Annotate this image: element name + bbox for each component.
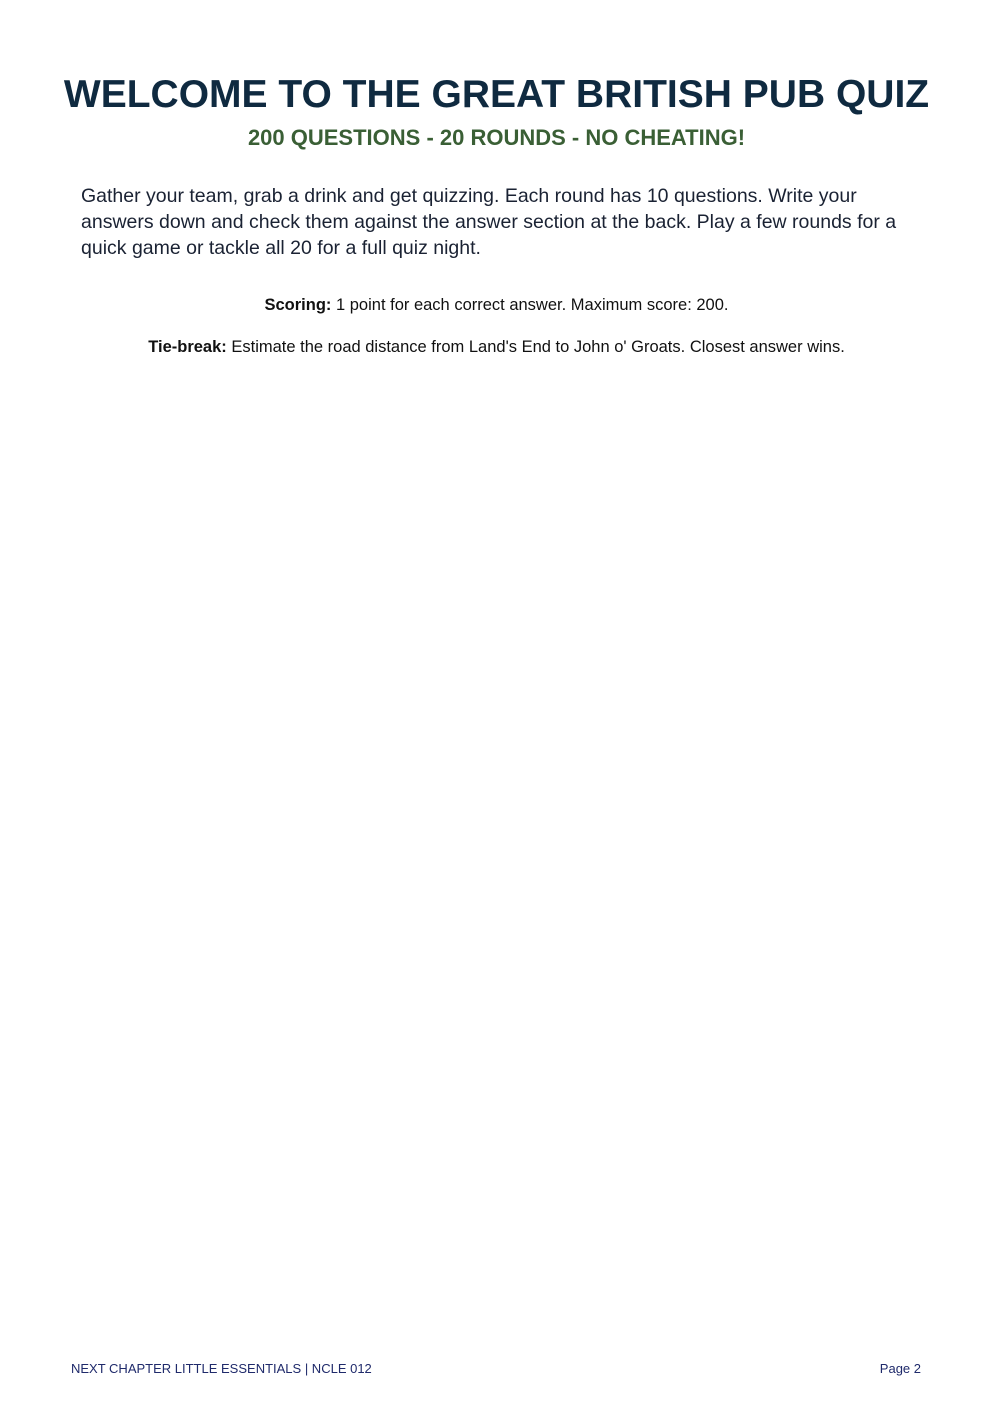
scoring-text: 1 point for each correct answer. Maximum score: 200. bbox=[331, 296, 729, 314]
tiebreak-label: Tie-break: bbox=[148, 338, 227, 356]
footer-publication: NEXT CHAPTER LITTLE ESSENTIALS | NCLE 012 bbox=[71, 1361, 372, 1376]
tiebreak-rule bbox=[0, 336, 993, 358]
scoring-rule bbox=[0, 294, 993, 316]
scoring-label: Scoring: bbox=[264, 296, 332, 314]
page-subtitle: 200 QUESTIONS - 20 ROUNDS - NO CHEATING! bbox=[247, 125, 746, 150]
page-title: WELCOME TO THE GREAT BRITISH PUB QUIZ bbox=[63, 73, 930, 116]
footer-page-number: Page 2 bbox=[879, 1361, 921, 1376]
tiebreak-text: Estimate the road distance from Land's End to John o' Groats. Closest answer wins. bbox=[226, 338, 845, 356]
intro-paragraph: Gather your team, grab a drink and get quizzing. Each round has 10 questions. Write your answers down and check them against the answer section at the back. Play a few rounds for a quick game or tackle all 20 for a full quiz night. bbox=[81, 185, 897, 259]
